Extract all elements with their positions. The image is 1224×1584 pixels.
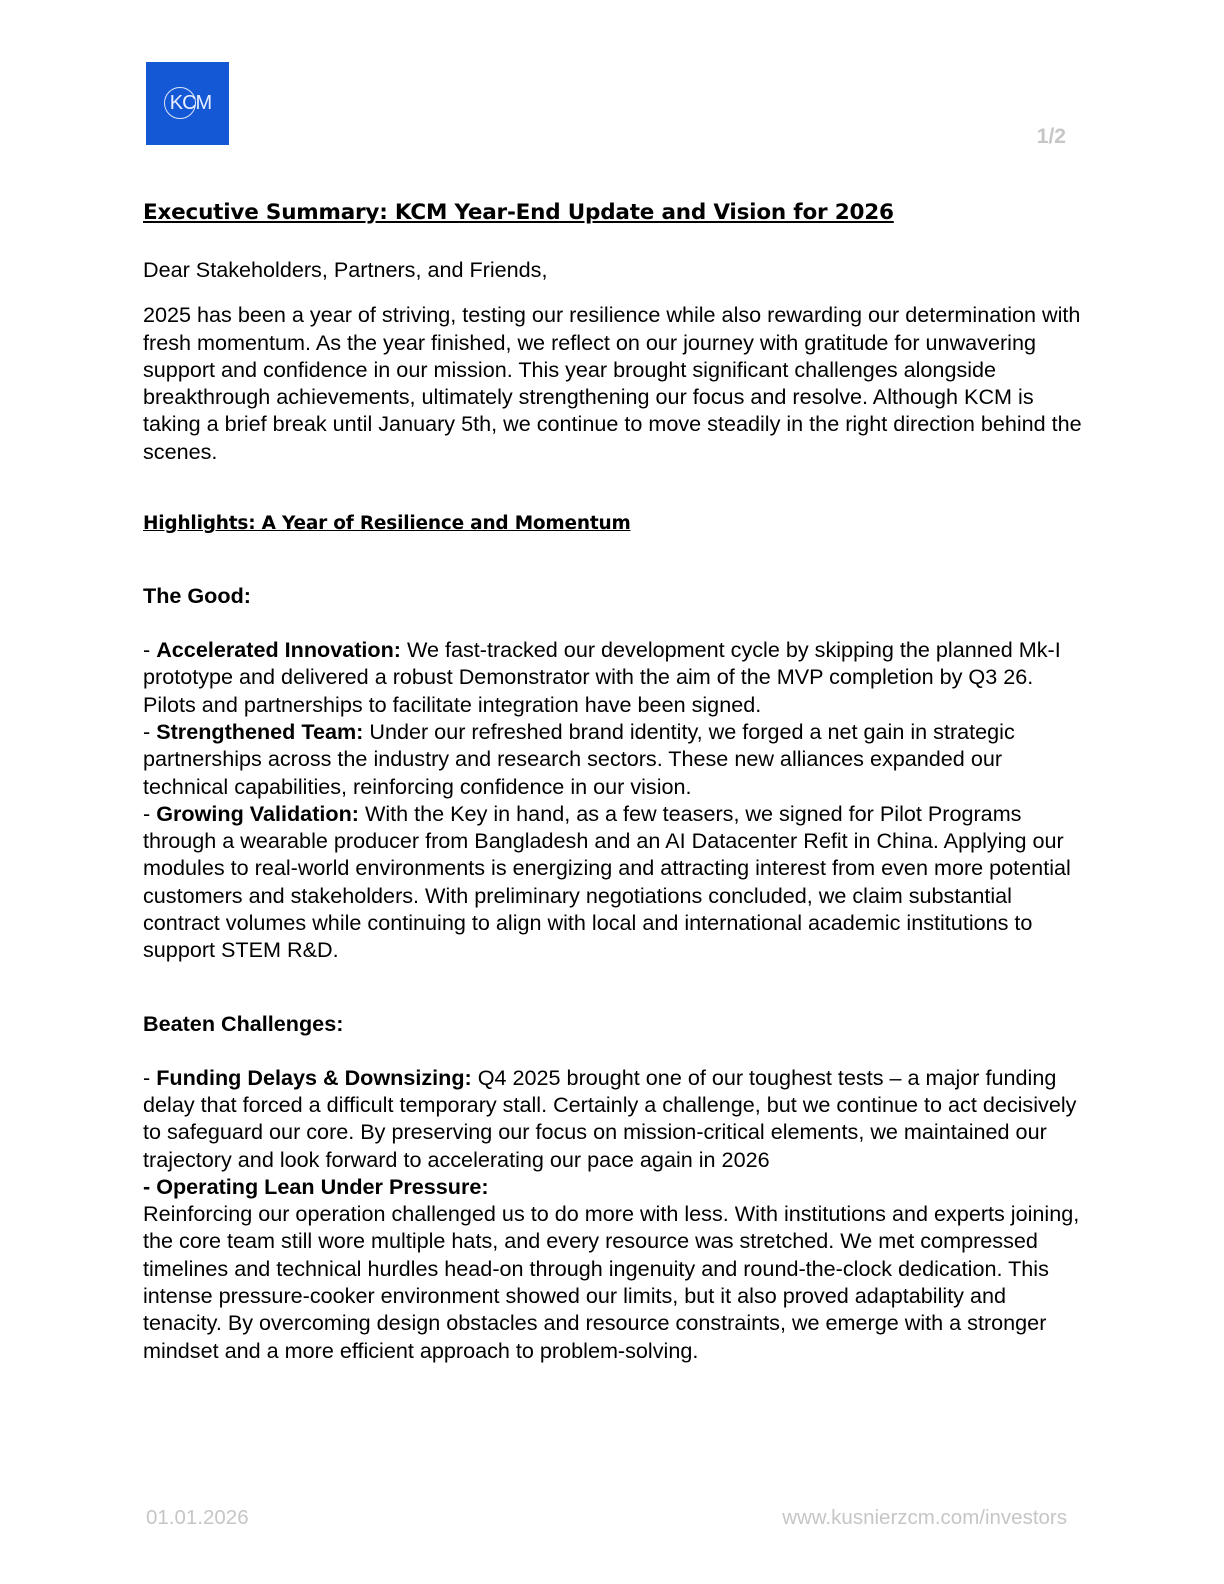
item-label: Accelerated Innovation: (156, 637, 401, 663)
good-item (143, 636, 1083, 718)
document-body (143, 200, 1083, 1364)
document-title: Executive Summary: KCM Year-End Update and Vision for 2026 (143, 200, 894, 225)
challenge-item-text: Reinforcing our operation challenged us to do more with less. With institutions and experts joining, the core team still wore multiple hats, and every resource was stretched. We met compressed timelines and technical hurdles head-on through ingenuity and round-the-clock dedication. This intense pressure-cooker environment showed our limits, but it also proved adaptability and tenacity. By overcoming design obstacles and resource constraints, we emerge with a stronger mindset and a more efficient approach to problem-solving. (143, 1201, 1080, 1363)
item-text: We fast-tracked our development cycle by skipping the planned Mk-I prototype and delivered a robust Demonstrator with the aim of the MVP completion by Q3 26. Pilots and partnerships to facilitate integration have been signed. (143, 637, 1061, 717)
challenges-heading: Beaten Challenges: (143, 1010, 344, 1036)
highlights-heading: Highlights: A Year of Resilience and Momentum (143, 513, 631, 535)
good-heading: The Good: (143, 583, 251, 609)
item-text: Under our refreshed brand identity, we forged a net gain in strategic partnerships across the industry and research sectors. These new alliances expanded our technical capabilities, reinforcing confidence in our vision. (143, 718, 1015, 799)
page-number: 1/2 (1036, 125, 1066, 148)
challenge-item (143, 1064, 1083, 1173)
item-label: - Operating Lean Under Pressure: (143, 1173, 489, 1199)
good-item (143, 800, 1083, 964)
kcm-logo (146, 62, 229, 145)
logo-mark (162, 84, 214, 124)
good-item (143, 718, 1083, 800)
item-label: Funding Delays & Downsizing: (156, 1064, 472, 1090)
challenge-item-label (143, 1173, 1083, 1200)
item-text: With the Key in hand, as a few teasers, we signed for Pilot Programs through a wearable producer from Bangladesh and an AI Datacenter Refit in China. Applying our modules to real-world environments is energizing and attracting interest from even more potential customers and stakeholders. With preliminary negotiations concluded, we claim substantial contract volumes while continuing to align with local and international academic institutions to support STEM R&D. (143, 800, 1071, 963)
item-prefix: - (143, 637, 157, 663)
item-prefix: - (143, 800, 157, 826)
item-text: Q4 2025 brought one of our toughest tests – a major funding delay that forced a difficult temporary stall. Certainly a challenge, but we continue to act decisively to safeguard our core. By preserving our focus on mission-critical elements, we maintained our trajectory and look forward to accelerating our pace again in 2026 (143, 1064, 1077, 1172)
logo-text: KCM (169, 92, 212, 114)
item-prefix: - (143, 1064, 157, 1090)
footer-url[interactable]: www.kusnierzcm.com/investors (782, 1506, 1067, 1529)
item-label: Growing Validation: (156, 800, 359, 826)
item-prefix: - (143, 718, 157, 744)
item-label: Strengthened Team: (156, 718, 364, 744)
challenges-list (143, 1064, 1083, 1364)
intro-paragraph: 2025 has been a year of striving, testing our resilience while also rewarding our determination with fresh momentum. As the year finished, we reflect on our journey with gratitude for unwavering support and confidence in our mission. This year brought significant challenges alongside breakthrough achievements, ultimately strengthening our focus and resolve. Although KCM is taking a brief break until January 5th, we continue to move steadily in the right direction behind the scenes. (143, 302, 1082, 464)
footer-date: 01.01.2026 (146, 1506, 249, 1529)
greeting: Dear Stakeholders, Partners, and Friends, (143, 257, 548, 282)
good-list (143, 636, 1083, 964)
